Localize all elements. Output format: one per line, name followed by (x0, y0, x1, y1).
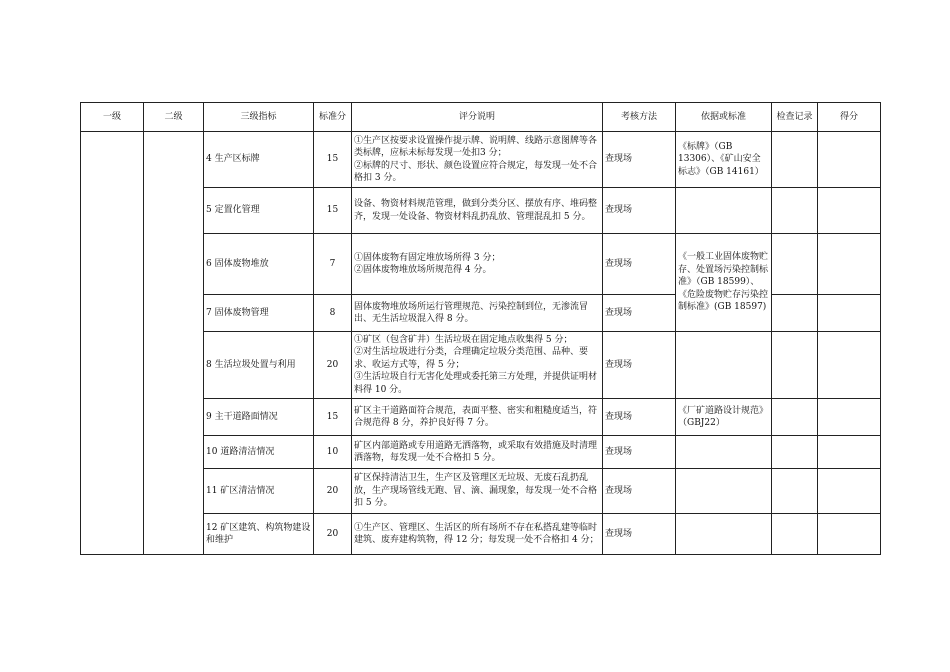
indicator-cell: 7 固体废物管理 (204, 295, 314, 332)
score-cell[interactable] (818, 188, 881, 234)
score-cell[interactable] (818, 436, 881, 469)
description-cell: 矿区主干道路面符合规范，表面平整、密实和粗糙度适当，符合规范得 8 分，养护良好得 7 分。 (352, 399, 603, 436)
header-score: 得分 (818, 103, 881, 132)
header-standard-score: 标准分 (314, 103, 352, 132)
score-cell[interactable] (818, 132, 881, 188)
score-cell[interactable] (818, 399, 881, 436)
header-level2: 二级 (144, 103, 204, 132)
level2-cell (144, 132, 204, 555)
header-assessment-method: 考核方法 (603, 103, 676, 132)
level1-cell (81, 132, 144, 555)
indicator-cell: 6 固体废物堆放 (204, 234, 314, 295)
method-cell: 查现场 (603, 469, 676, 514)
indicator-cell: 10 道路清洁情况 (204, 436, 314, 469)
standard-score-cell: 15 (314, 188, 352, 234)
record-cell[interactable] (772, 436, 818, 469)
header-row (81, 103, 881, 132)
standard-score-cell: 20 (314, 332, 352, 399)
method-cell: 查现场 (603, 514, 676, 555)
description-cell: ①生产区按要求设置操作提示牌、说明牌、线路示意图牌等各类标牌，应标未标每发现一处扣3 分； ②标牌的尺寸、形状、颜色设置应符合规定，每发现一处不合格扣 3 分。 (352, 132, 603, 188)
record-cell[interactable] (772, 234, 818, 295)
method-cell: 查现场 (603, 188, 676, 234)
method-cell: 查现场 (603, 234, 676, 295)
record-cell[interactable] (772, 399, 818, 436)
indicator-cell: 4 生产区标牌 (204, 132, 314, 188)
indicator-cell: 9 主干道路面情况 (204, 399, 314, 436)
indicator-cell: 11 矿区清洁情况 (204, 469, 314, 514)
method-cell: 查现场 (603, 332, 676, 399)
basis-cell: 《厂矿道路设计规范》（GBJ22） (676, 399, 772, 436)
basis-cell (676, 188, 772, 234)
basis-cell (676, 469, 772, 514)
score-cell[interactable] (818, 295, 881, 332)
header-inspection-record: 检查记录 (772, 103, 818, 132)
standard-score-cell: 10 (314, 436, 352, 469)
header-level1: 一级 (81, 103, 144, 132)
evaluation-table (80, 102, 881, 555)
method-cell: 查现场 (603, 436, 676, 469)
standard-score-cell: 15 (314, 132, 352, 188)
record-cell[interactable] (772, 469, 818, 514)
method-cell: 查现场 (603, 132, 676, 188)
record-cell[interactable] (772, 295, 818, 332)
description-cell: ①矿区（包含矿井）生活垃圾在固定地点收集得 5 分； ②对生活垃圾进行分类，合理确定垃圾分类范围、品种、要求、收运方式等，得 5 分； ③生活垃圾自行无害化处理或委托第三方处理，并提供证明材料得 10 分。 (352, 332, 603, 399)
basis-cell (676, 436, 772, 469)
description-cell: 设备、物资材料规范管理，做到分类分区、摆放有序、堆码整齐，发现一处设备、物资材料乱扔乱放、管理混乱扣 5 分。 (352, 188, 603, 234)
indicator-cell: 12 矿区建筑、构筑物建设和维护 (204, 514, 314, 555)
header-basis-standard: 依据或标准 (676, 103, 772, 132)
basis-cell (676, 514, 772, 555)
description-cell: 矿区保持清洁卫生，生产区及管理区无垃圾、无废石乱扔乱放，生产现场管线无跑、冒、滴、漏现象，每发现一处不合格扣 5 分。 (352, 469, 603, 514)
record-cell[interactable] (772, 514, 818, 555)
score-cell[interactable] (818, 514, 881, 555)
method-cell: 查现场 (603, 295, 676, 332)
description-cell: 固体废物堆放场所运行管理规范、污染控制到位，无渗流冒出、无生活垃圾混入得 8 分。 (352, 295, 603, 332)
standard-score-cell: 8 (314, 295, 352, 332)
description-cell: 矿区内部道路或专用道路无洒落物，或采取有效措施及时清理洒落物，每发现一处不合格扣 5 分。 (352, 436, 603, 469)
score-cell[interactable] (818, 469, 881, 514)
header-level3-indicator: 三级指标 (204, 103, 314, 132)
record-cell[interactable] (772, 188, 818, 234)
table-row (81, 132, 881, 188)
score-cell[interactable] (818, 332, 881, 399)
header-scoring-description: 评分说明 (352, 103, 603, 132)
standard-score-cell: 20 (314, 469, 352, 514)
basis-cell: 《一般工业固体废物贮存、处置场污染控制标准》（GB 18599）、《危险废物贮存污染控制标准》(GB 18597) (676, 234, 772, 332)
indicator-cell: 8 生活垃圾处置与利用 (204, 332, 314, 399)
standard-score-cell: 20 (314, 514, 352, 555)
standard-score-cell: 15 (314, 399, 352, 436)
description-cell: ①固体废物有固定堆放场所得 3 分； ②固体废物堆放场所规范得 4 分。 (352, 234, 603, 295)
score-cell[interactable] (818, 234, 881, 295)
record-cell[interactable] (772, 332, 818, 399)
method-cell: 查现场 (603, 399, 676, 436)
basis-cell (676, 332, 772, 399)
indicator-cell: 5 定置化管理 (204, 188, 314, 234)
basis-cell: 《标牌》（GB 13306）、《矿山安全标志》（GB 14161） (676, 132, 772, 188)
standard-score-cell: 7 (314, 234, 352, 295)
description-cell: ①生产区、管理区、生活区的所有场所不存在私搭乱建等临时建筑、废弃建构筑物，得 12 分；每发现一处不合格扣 4 分； (352, 514, 603, 555)
record-cell[interactable] (772, 132, 818, 188)
